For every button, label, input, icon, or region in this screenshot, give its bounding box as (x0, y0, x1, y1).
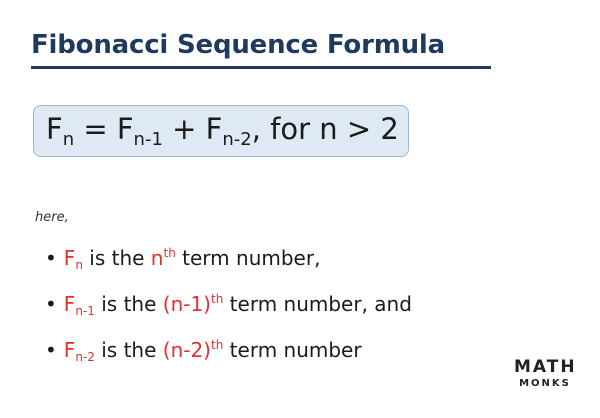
list-item (45, 292, 412, 338)
list-item (45, 246, 412, 292)
list-item (45, 338, 412, 384)
fibonacci-formula (46, 112, 399, 150)
ordinal: $(n-2)^{th}$ (162, 338, 224, 362)
list-text: is the (82, 246, 151, 270)
bullet-icon: • (45, 338, 57, 362)
list-text: term number, (175, 246, 321, 270)
formula-term-2: $F_{n-2}$ (205, 112, 252, 150)
formula-lhs: $F_n$ (46, 112, 75, 150)
bullet-icon: • (45, 292, 57, 316)
title-underline (31, 66, 491, 69)
formula-plus: + (162, 112, 206, 146)
symbol: $F_{n-2}$ (63, 338, 95, 364)
symbol: $F_n$ (63, 246, 83, 272)
page-title: Fibonacci Sequence Formula (31, 30, 445, 60)
list-text: term number (223, 338, 362, 362)
list-text: is the (94, 338, 163, 362)
logo-top-text: MATH (514, 357, 577, 377)
formula-term-1: $F_{n-1}$ (116, 112, 163, 150)
definition-list (45, 246, 412, 384)
logo-bottom-text: MONKS (519, 378, 571, 389)
list-text: is the (94, 292, 163, 316)
ordinal: $(n-1)^{th}$ (162, 292, 224, 316)
here-label: here, (35, 210, 69, 225)
formula-condition: , for n > 2 (251, 112, 399, 146)
ordinal: $n^{th}$ (150, 246, 176, 270)
formula-box (33, 105, 409, 157)
list-text: term number, and (223, 292, 412, 316)
formula-equals: = (74, 112, 117, 146)
symbol: $F_{n-1}$ (63, 292, 95, 318)
math-monks-logo (514, 357, 576, 389)
bullet-icon: • (45, 246, 57, 270)
